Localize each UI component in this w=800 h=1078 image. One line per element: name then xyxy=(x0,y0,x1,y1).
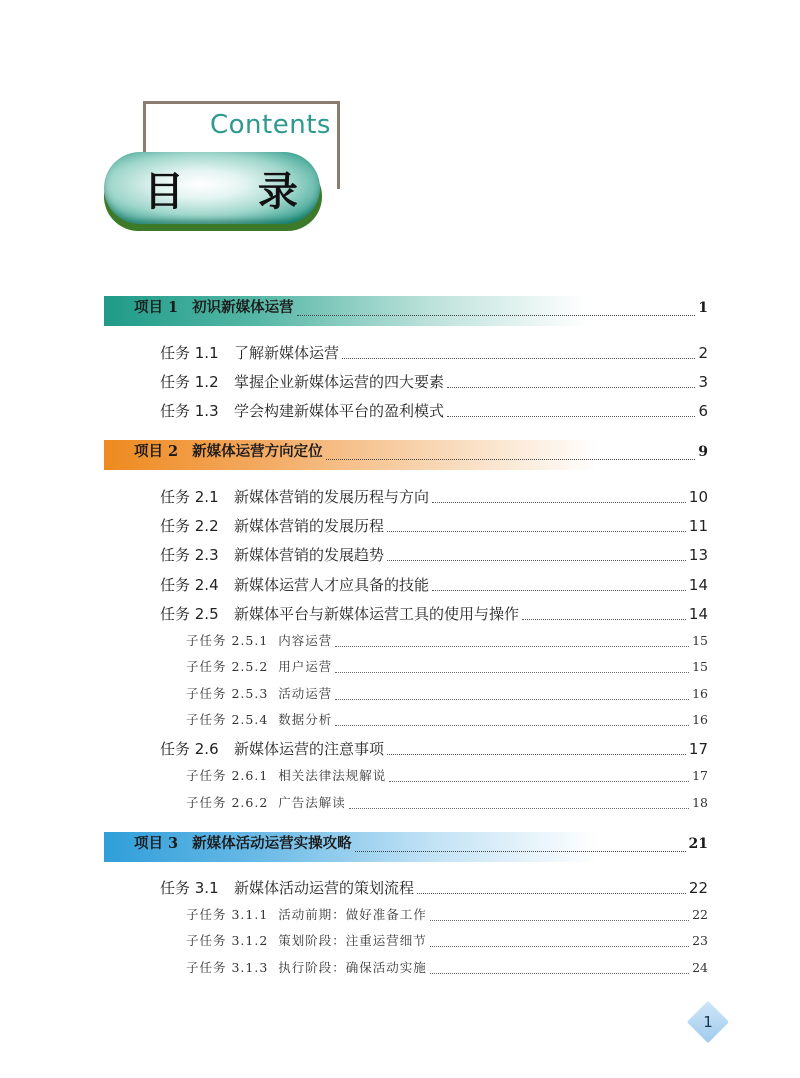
subtask-title: 内容运营 xyxy=(278,633,333,648)
subtask-title: 相关法律法规解说 xyxy=(278,768,387,783)
task-code: 任务 2.2 xyxy=(160,517,219,535)
project-title: 初识新媒体运营 xyxy=(192,299,294,316)
leader-dots xyxy=(335,698,689,700)
task-row[interactable] xyxy=(160,603,708,627)
task-page: 17 xyxy=(688,740,708,758)
subtask-title: 用户运营 xyxy=(278,659,333,674)
project-title: 新媒体活动运营实操攻略 xyxy=(192,835,352,852)
project-row[interactable] xyxy=(104,296,708,326)
subtask-row[interactable] xyxy=(186,631,708,653)
subtask-code: 子任务 3.1.3 xyxy=(186,960,269,975)
leader-dots xyxy=(335,645,689,647)
leader-dots xyxy=(335,724,689,726)
task-code: 任务 2.4 xyxy=(160,576,219,594)
task-title: 新媒体营销的发展历程 xyxy=(234,517,385,535)
task-row[interactable] xyxy=(160,371,708,395)
task-page: 13 xyxy=(688,546,708,564)
leader-dots xyxy=(387,530,686,532)
subtask-page: 24 xyxy=(692,960,708,975)
subtask-title: 执行阶段：确保活动实施 xyxy=(278,960,427,975)
subtask-row[interactable] xyxy=(186,657,708,679)
subtask-title: 活动运营 xyxy=(278,686,333,701)
subtask-page: 22 xyxy=(692,907,708,922)
subtask-row[interactable] xyxy=(186,766,708,788)
task-title: 新媒体活动运营的策划流程 xyxy=(234,879,415,897)
task-code: 任务 1.1 xyxy=(160,344,219,362)
subtask-code: 子任务 3.1.1 xyxy=(186,907,269,922)
project-number: 项目 2 xyxy=(134,443,179,460)
page-number: 1 xyxy=(703,1013,713,1031)
task-page: 14 xyxy=(688,576,708,594)
task-code: 任务 2.5 xyxy=(160,605,219,623)
task-row[interactable] xyxy=(160,574,708,598)
subtask-page: 16 xyxy=(692,686,708,701)
task-row[interactable] xyxy=(160,544,708,568)
task-title: 学会构建新媒体平台的盈利模式 xyxy=(234,402,445,420)
task-code: 任务 3.1 xyxy=(160,879,219,897)
task-title: 新媒体营销的发展历程与方向 xyxy=(234,488,430,506)
page-title: 目 录 xyxy=(144,168,328,215)
project-number: 项目 1 xyxy=(134,299,179,316)
contents-heading: Contents xyxy=(210,110,331,140)
task-code: 任务 1.2 xyxy=(160,373,219,391)
leader-dots xyxy=(342,357,695,359)
task-row[interactable] xyxy=(160,515,708,539)
subtask-code: 子任务 2.5.1 xyxy=(186,633,269,648)
subtask-row[interactable] xyxy=(186,684,708,706)
task-code: 任务 1.3 xyxy=(160,402,219,420)
task-title: 新媒体营销的发展趋势 xyxy=(234,546,385,564)
subtask-row[interactable] xyxy=(186,793,708,815)
task-page: 14 xyxy=(688,605,708,623)
leader-dots xyxy=(522,618,686,620)
task-code: 任务 2.3 xyxy=(160,546,219,564)
task-code: 任务 2.6 xyxy=(160,740,219,758)
task-row[interactable] xyxy=(160,738,708,762)
project-row[interactable] xyxy=(104,832,708,862)
leader-dots xyxy=(335,671,689,673)
task-title: 了解新媒体运营 xyxy=(234,344,340,362)
task-page: 11 xyxy=(688,517,708,535)
leader-dots xyxy=(432,589,686,591)
leader-dots xyxy=(447,415,695,417)
task-page: 6 xyxy=(698,402,708,420)
task-page: 2 xyxy=(698,344,708,362)
leader-dots xyxy=(432,501,686,503)
leader-dots xyxy=(417,892,686,894)
subtask-page: 15 xyxy=(692,659,708,674)
leader-dots xyxy=(387,559,686,561)
subtask-page: 17 xyxy=(692,768,708,783)
task-title: 掌握企业新媒体运营的四大要素 xyxy=(234,373,445,391)
subtask-code: 子任务 2.5.4 xyxy=(186,712,269,727)
task-row[interactable] xyxy=(160,877,708,901)
project-page: 1 xyxy=(698,300,708,316)
task-title: 新媒体运营人才应具备的技能 xyxy=(234,576,430,594)
task-page: 10 xyxy=(688,488,708,506)
subtask-row[interactable] xyxy=(186,958,708,980)
project-row[interactable] xyxy=(104,440,708,470)
project-title: 新媒体运营方向定位 xyxy=(192,443,323,460)
page-number-badge xyxy=(690,1004,726,1040)
leader-dots xyxy=(387,753,686,755)
subtask-code: 子任务 2.5.3 xyxy=(186,686,269,701)
leader-dots xyxy=(355,850,686,852)
project-number: 项目 3 xyxy=(134,835,179,852)
leader-dots xyxy=(297,314,696,316)
leader-dots xyxy=(389,780,689,782)
subtask-page: 15 xyxy=(692,633,708,648)
task-page: 3 xyxy=(698,373,708,391)
task-title: 新媒体平台与新媒体运营工具的使用与操作 xyxy=(234,605,520,623)
subtask-row[interactable] xyxy=(186,931,708,953)
leader-dots xyxy=(326,458,696,460)
subtask-page: 23 xyxy=(692,933,708,948)
leader-dots xyxy=(430,945,689,947)
subtask-code: 子任务 2.5.2 xyxy=(186,659,269,674)
subtask-title: 广告法解读 xyxy=(278,795,346,810)
subtask-title: 数据分析 xyxy=(278,712,333,727)
subtask-row[interactable] xyxy=(186,905,708,927)
task-code: 任务 2.1 xyxy=(160,488,219,506)
subtask-title: 策划阶段：注重运营细节 xyxy=(278,933,427,948)
subtask-row[interactable] xyxy=(186,710,708,732)
leader-dots xyxy=(349,807,689,809)
leader-dots xyxy=(447,386,695,388)
subtask-code: 子任务 2.6.1 xyxy=(186,768,269,783)
task-row[interactable] xyxy=(160,342,708,366)
subtask-page: 18 xyxy=(692,795,708,810)
task-title: 新媒体运营的注意事项 xyxy=(234,740,385,758)
project-page: 21 xyxy=(688,836,708,852)
task-row[interactable] xyxy=(160,486,708,510)
subtask-page: 16 xyxy=(692,712,708,727)
leader-dots xyxy=(430,972,689,974)
subtask-code: 子任务 3.1.2 xyxy=(186,933,269,948)
subtask-code: 子任务 2.6.2 xyxy=(186,795,269,810)
task-row[interactable] xyxy=(160,400,708,424)
project-page: 9 xyxy=(698,444,708,460)
leader-dots xyxy=(430,919,689,921)
subtask-title: 活动前期：做好准备工作 xyxy=(278,907,427,922)
task-page: 22 xyxy=(688,879,708,897)
